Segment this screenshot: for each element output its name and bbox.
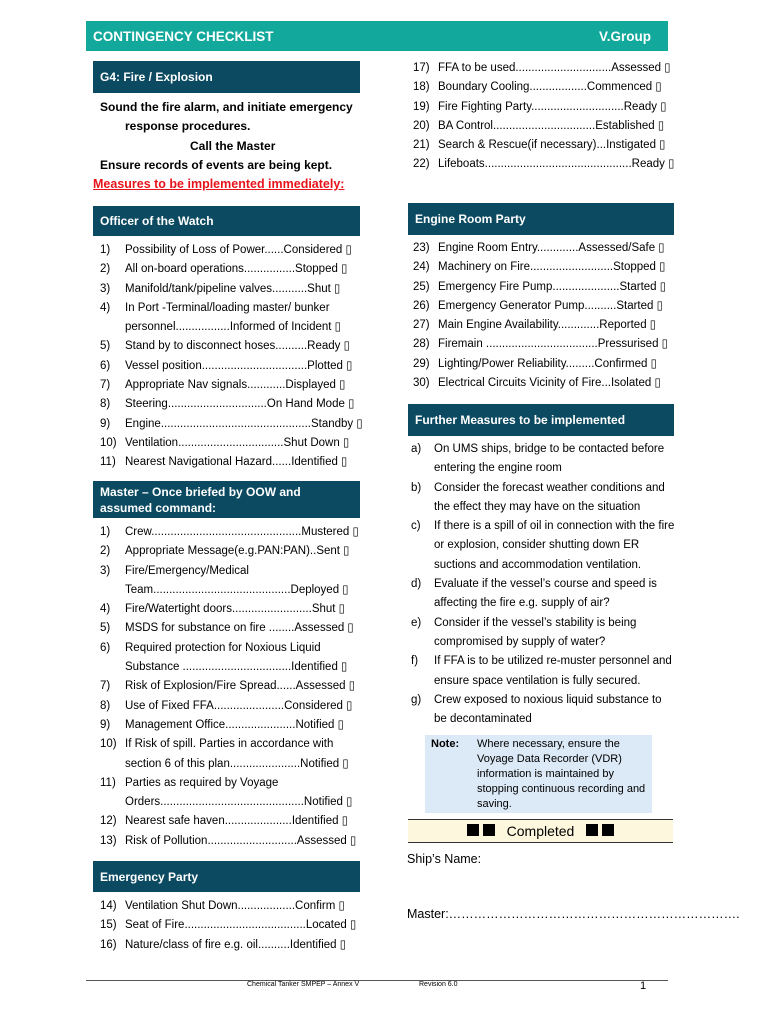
item-text: Electrical Circuits Vicinity of Fire...Isolated ▯ <box>438 377 661 390</box>
checklist-item[interactable] <box>100 812 362 831</box>
checklist-item[interactable] <box>413 316 675 335</box>
measure-text: Consider if the vessel’s stability is being compromised by supply of water? <box>434 616 637 648</box>
item-text: Fire/Emergency/Medical <box>125 564 249 577</box>
measure-item <box>411 691 675 730</box>
item-text: Boundary Cooling..................Commenced ▯ <box>438 81 662 94</box>
item-number: 11) <box>100 456 116 469</box>
item-text: Emergency Fire Pump.....................Started ▯ <box>438 280 667 293</box>
fire-party-list <box>413 59 675 175</box>
item-number: 6) <box>100 641 111 654</box>
measure-item <box>411 614 675 653</box>
header-banner <box>86 21 668 51</box>
item-text: Nearest Navigational Hazard......Identified ▯ <box>125 456 348 469</box>
checklist-item[interactable] <box>413 59 675 78</box>
page-number: 1 <box>640 980 647 992</box>
item-number: 12) <box>100 815 117 828</box>
item-text: Search & Rescue(if necessary)...Instigated ▯ <box>438 139 666 152</box>
item-number: 3) <box>100 564 111 577</box>
checklist-item[interactable] <box>100 337 362 356</box>
measure-text: Evaluate if the vessel’s course and speed is affecting the fire e.g. supply of air? <box>434 578 657 610</box>
checklist-item[interactable] <box>100 716 362 735</box>
checklist-item[interactable] <box>100 415 362 434</box>
item-number: 11) <box>100 776 116 789</box>
item-number: 22) <box>413 158 430 171</box>
intro-line: Call the Master <box>190 138 276 153</box>
checklist-item[interactable] <box>100 755 362 774</box>
item-number: 9) <box>100 718 111 731</box>
checklist-item[interactable] <box>100 936 362 955</box>
checklist-item[interactable] <box>100 395 362 414</box>
item-text: BA Control................................Established ▯ <box>438 119 665 132</box>
item-text: Steering...............................On Hand Mode ▯ <box>125 398 355 411</box>
item-text: Team...........................................Deployed ▯ <box>125 583 349 596</box>
item-text: Seat of Fire......................................Located ▯ <box>125 919 357 932</box>
item-text: Appropriate Nav signals............Displayed ▯ <box>125 379 346 392</box>
item-number: 21) <box>413 139 430 152</box>
checklist-item[interactable] <box>100 299 362 318</box>
intro-line: Sound the fire alarm, and initiate emergency <box>100 100 353 114</box>
item-number: 10) <box>100 436 117 449</box>
item-text: Management Office......................Notified ▯ <box>125 718 344 731</box>
item-text: If Risk of spill. Parties in accordance with <box>125 738 334 751</box>
item-text: All on-board operations................Stopped ▯ <box>125 263 348 276</box>
item-text: Machinery on Fire..........................Stopped ▯ <box>438 261 666 274</box>
item-number: 16) <box>100 938 117 951</box>
checklist-item[interactable] <box>413 239 675 258</box>
checklist-item[interactable] <box>100 619 362 638</box>
further-measures-list <box>411 440 675 729</box>
item-text: Engine Room Entry.............Assessed/Safe ▯ <box>438 242 665 254</box>
engine-room-heading: Engine Room Party <box>408 203 674 235</box>
item-number: 10) <box>100 738 117 751</box>
item-number: 13) <box>100 834 117 847</box>
item-text: Fire Fighting Party.............................Ready ▯ <box>438 100 667 113</box>
item-number: 27) <box>413 319 430 332</box>
completed-label: Completed <box>506 823 575 839</box>
measure-item <box>411 479 675 518</box>
master-signature-field[interactable]: Master:……………………………………………………………. <box>407 907 740 921</box>
officer-watch-list <box>100 241 362 473</box>
checklist-item[interactable] <box>100 523 362 542</box>
item-text: Orders.............................................Notified ▯ <box>125 796 353 809</box>
item-number: 5) <box>100 340 111 353</box>
item-number: 19) <box>413 100 430 113</box>
item-text: Lifeboats..............................................Ready ▯ <box>438 158 675 171</box>
measure-letter: d) <box>411 578 422 591</box>
measure-letter: a) <box>411 443 422 455</box>
checklist-item[interactable] <box>413 335 675 354</box>
checklist-item[interactable] <box>100 241 362 260</box>
note-label: Note: <box>431 738 460 750</box>
emergency-party-list <box>100 897 362 955</box>
checklist-item[interactable] <box>100 318 362 337</box>
checklist-item[interactable] <box>100 280 362 299</box>
checklist-item[interactable] <box>100 639 362 658</box>
measure-text: On UMS ships, bridge to be contacted before entering the engine room <box>434 443 665 475</box>
item-number: 4) <box>100 301 111 314</box>
item-number: 20) <box>413 119 430 132</box>
item-text: FFA to be used..............................Assessed ▯ <box>438 62 671 74</box>
checklist-item[interactable] <box>413 258 675 277</box>
item-number: 28) <box>413 338 430 351</box>
measure-item <box>411 652 675 691</box>
officer-watch-heading: Officer of the Watch <box>93 206 360 236</box>
checklist-item[interactable] <box>413 155 675 174</box>
item-text: personnel.................Informed of Incident ▯ <box>125 321 341 334</box>
checklist-item[interactable] <box>100 735 362 754</box>
checklist-item[interactable] <box>100 832 362 851</box>
item-text: Engine...............................................Standby ▯ <box>125 417 363 430</box>
item-text: Vessel position.................................Plotted ▯ <box>125 359 353 372</box>
checklist-item[interactable] <box>100 357 362 376</box>
checklist-item[interactable] <box>413 98 675 117</box>
item-number: 26) <box>413 299 430 312</box>
checklist-item[interactable] <box>413 78 675 97</box>
item-text: Nature/class of fire e.g. oil..........Identified ▯ <box>125 938 347 951</box>
measure-letter: f) <box>411 655 419 668</box>
item-text: Firemain ...................................Pressurised ▯ <box>438 338 668 351</box>
completed-squares-left <box>465 823 497 839</box>
item-number: 3) <box>100 282 111 295</box>
item-number: 25) <box>413 280 430 293</box>
checklist-item[interactable] <box>100 774 362 793</box>
checklist-item[interactable] <box>100 542 362 561</box>
item-number: 8) <box>100 699 111 712</box>
item-text: Ventilation.................................Shut Down ▯ <box>125 436 350 449</box>
item-number: 6) <box>100 359 111 372</box>
checklist-item[interactable] <box>100 453 362 472</box>
checklist-item[interactable] <box>413 278 675 297</box>
item-text: MSDS for substance on fire ........Assessed ▯ <box>125 622 354 635</box>
footer-divider <box>86 980 668 981</box>
item-number: 14) <box>100 900 117 912</box>
measure-text: If there is a spill of oil in connection with the fire or explosion, consider shutting down ER suctions and accommodation ventilation. <box>434 520 675 571</box>
completed-squares-right <box>584 823 616 839</box>
g4-intro <box>100 98 360 175</box>
brand-name: V.Group <box>598 28 651 44</box>
vdr-note <box>425 735 652 813</box>
measure-letter: b) <box>411 481 422 494</box>
checklist-item[interactable] <box>100 697 362 716</box>
item-number: 17) <box>413 62 430 74</box>
checklist-item[interactable] <box>100 581 362 600</box>
checklist-item[interactable] <box>100 376 362 395</box>
item-text: Appropriate Message(e.g.PAN:PAN)..Sent ▯ <box>125 545 350 558</box>
measure-item <box>411 517 675 575</box>
item-number: 18) <box>413 81 430 94</box>
measure-item <box>411 575 675 614</box>
item-number: 4) <box>100 603 111 616</box>
master-list <box>100 523 362 851</box>
section-g4-heading: G4: Fire / Explosion <box>93 61 360 93</box>
checklist-item[interactable] <box>413 136 675 155</box>
item-text: Manifold/tank/pipeline valves...........Shut ▯ <box>125 282 341 295</box>
item-text: Substance ..................................Identified ▯ <box>125 661 348 674</box>
item-number: 7) <box>100 680 111 693</box>
item-number: 8) <box>100 398 111 411</box>
checklist-item[interactable] <box>100 434 362 453</box>
item-text: In Port -Terminal/loading master/ bunker <box>125 301 330 314</box>
item-number: 24) <box>413 261 430 274</box>
checklist-item[interactable] <box>100 916 362 935</box>
item-number: 2) <box>100 545 111 558</box>
item-text: Possibility of Loss of Power......Considered ▯ <box>125 244 352 256</box>
completed-bar <box>408 819 673 843</box>
item-text: Main Engine Availability.............Reported ▯ <box>438 319 657 332</box>
item-text: Risk of Explosion/Fire Spread......Assessed ▯ <box>125 680 356 693</box>
master-heading: Master – Once briefed by OOW and assumed command: <box>93 481 360 518</box>
item-text: Ventilation Shut Down..................Confirm ▯ <box>125 900 345 912</box>
item-number: 7) <box>100 379 111 392</box>
intro-line: response procedures. <box>125 119 251 134</box>
page-title: CONTINGENCY CHECKLIST <box>93 28 274 44</box>
checklist-item[interactable] <box>100 658 362 677</box>
checklist-item[interactable] <box>100 600 362 619</box>
measure-letter: e) <box>411 616 422 629</box>
item-number: 15) <box>100 919 117 932</box>
item-text: Crew...............................................Mustered ▯ <box>125 526 359 538</box>
note-text: Where necessary, ensure the Voyage Data Recorder (VDR) information is maintained by stopping continuous recording and saving. <box>477 738 646 810</box>
checklist-item[interactable] <box>100 897 362 916</box>
engine-room-list <box>413 239 675 393</box>
item-text: Parties as required by Voyage <box>125 776 279 789</box>
checklist-item[interactable] <box>100 562 362 581</box>
measure-letter: c) <box>411 520 421 533</box>
measure-text: Consider the forecast weather conditions and the effect they may have on the situation <box>434 481 665 513</box>
further-measures-heading: Further Measures to be implemented <box>408 404 674 436</box>
item-number: 2) <box>100 263 111 276</box>
checklist-item[interactable] <box>100 677 362 696</box>
checklist-item[interactable] <box>100 793 362 812</box>
item-number: 29) <box>413 357 430 370</box>
emergency-party-heading: Emergency Party <box>93 861 360 892</box>
measure-letter: g) <box>411 693 422 706</box>
intro-line: Ensure records of events are being kept. <box>100 157 333 172</box>
item-text: Use of Fixed FFA......................Considered ▯ <box>125 699 353 712</box>
measure-text: If FFA is to be utilized re-muster personnel and ensure space ventilation is fully secured. <box>434 655 672 687</box>
item-text: Stand by to disconnect hoses..........Ready ▯ <box>125 340 350 353</box>
measure-item <box>411 440 675 479</box>
item-number: 30) <box>413 377 430 390</box>
item-number: 9) <box>100 417 111 430</box>
ships-name-field[interactable]: Ship’s Name: <box>407 852 482 866</box>
item-text: Emergency Generator Pump..........Started ▯ <box>438 299 663 312</box>
item-number: 1) <box>100 244 111 256</box>
item-text: Nearest safe haven.....................Identified ▯ <box>125 815 349 828</box>
item-number: 23) <box>413 242 430 254</box>
measures-immediate-heading: Measures to be implemented immediately: <box>93 177 345 191</box>
item-text: Lighting/Power Reliability.........Confirmed ▯ <box>438 357 657 370</box>
checklist-item[interactable] <box>413 355 675 374</box>
item-text: Risk of Pollution............................Assessed ▯ <box>125 834 357 847</box>
item-number: 5) <box>100 622 111 635</box>
checklist-item[interactable] <box>413 374 675 393</box>
checklist-item[interactable] <box>100 260 362 279</box>
measure-text: Crew exposed to noxious liquid substance to be decontaminated <box>434 693 662 726</box>
checklist-item[interactable] <box>413 117 675 136</box>
footer-doc-name: Chemical Tanker SMPEP – Annex V <box>247 981 360 988</box>
item-text: Fire/Watertight doors.........................Shut ▯ <box>125 603 345 616</box>
item-text: section 6 of this plan......................Notified ▯ <box>125 757 349 770</box>
item-text: Required protection for Noxious Liquid <box>125 641 321 654</box>
item-number: 1) <box>100 526 111 538</box>
footer-revision: Revision 6.0 <box>419 981 458 988</box>
checklist-item[interactable] <box>413 297 675 316</box>
